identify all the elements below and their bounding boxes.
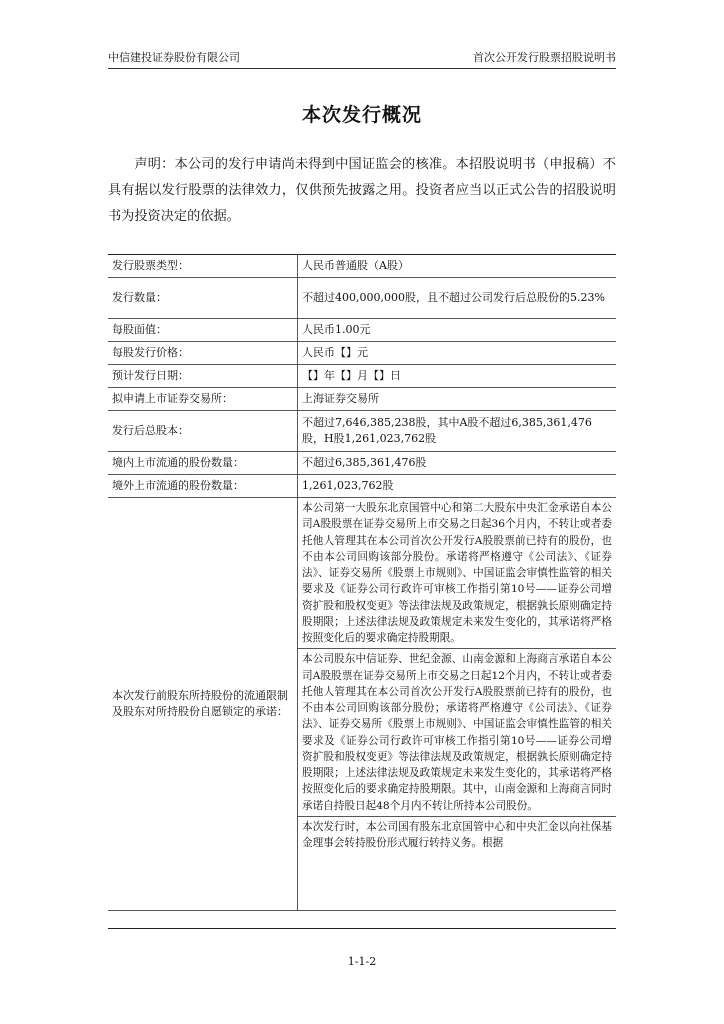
row-value: 不超过400,000,000股，且不超过公司发行后总股份的5.23% xyxy=(298,278,617,319)
row-label: 每股面值： xyxy=(108,319,298,342)
row-label: 境外上市流通的股份数量： xyxy=(108,475,298,498)
table-row xyxy=(108,452,616,475)
page-header xyxy=(108,50,616,69)
table-bottom-rule xyxy=(108,928,616,929)
table-row xyxy=(108,255,616,278)
row-label: 境内上市流通的股份数量： xyxy=(108,452,298,475)
row-label: 发行数量： xyxy=(108,278,298,319)
row-value: 【】年【】月【】日 xyxy=(298,365,617,388)
row-value: 1,261,023,762股 xyxy=(298,475,617,498)
commitment-content xyxy=(298,498,616,910)
row-label: 预计发行日期： xyxy=(108,365,298,388)
row-value: 上海证券交易所 xyxy=(298,388,617,411)
header-doc-title: 首次公开发行股票招股说明书 xyxy=(473,51,616,64)
issuance-overview-table xyxy=(108,254,616,911)
declaration-paragraph: 声明：本公司的发行申请尚未得到中国证监会的核准。本招股说明书（申报稿）不具有据以发行股票的法律效力，仅供预先披露之用。投资者应当以正式公告的招股说明书为投资决定的依据。 xyxy=(108,157,616,224)
commitment-paragraph: 本次发行时，本公司国有股东北京国管中心和中央汇金以向社保基金理事会转持股份形式履行转持义务。根据 xyxy=(298,816,616,854)
commitment-label: 本次发行前股东所持股份的流通限制及股东对所持股份自愿锁定的承诺： xyxy=(108,498,298,911)
row-label: 拟申请上市证券交易所： xyxy=(108,388,298,411)
row-label: 发行后总股本： xyxy=(108,411,298,452)
row-value: 不超过7,646,385,238股，其中A股不超过6,385,361,476股，H股1,261,023,762股 xyxy=(298,411,617,452)
table-row-commitment xyxy=(108,498,616,911)
row-value: 人民币【】元 xyxy=(298,342,617,365)
table-row xyxy=(108,365,616,388)
page-title: 本次发行概况 xyxy=(301,104,422,126)
row-value: 人民币1.00元 xyxy=(298,319,617,342)
page-number: 1-1-2 xyxy=(347,955,377,968)
row-value: 人民币普通股（A股） xyxy=(298,255,617,278)
table-row xyxy=(108,411,616,452)
commitment-paragraph: 本公司第一大股东北京国管中心和第二大股东中央汇金承诺自本公司A股股票在证券交易所上市交易之日起36个月内，不转让或者委托他人管理其在本公司首次公开发行A股股票前已持有的股份，也不由本公司回购该部分股份。承诺将严格遵守《公司法》、《证券法》、证券交易所《股票上市规则》、中国证监会审慎性监管的相关要求及《证券公司行政许可审核工作指引第10号——证券公司增资扩股和股权变更》等法律法规及政策规定，根据孰长原则确定持股期限；上述法律法规及政策规定未来发生变化的，其承诺将严格按照变化后的要求确定持股期限。 xyxy=(302,502,612,644)
commitment-paragraph: 本公司股东中信证券、世纪金源、山南金源和上海商言承诺自本公司A股股票在证券交易所上市交易之日起12个月内，不转让或者委托他人管理其在本公司首次公开发行A股股票前已持有的股份，也不由本公司回购该部分股份；承诺将严格遵守《公司法》、《证券法》、证券交易所《股票上市规则》、中国证监会审慎性监管的相关要求及《证券公司行政许可审核工作指引第10号——证券公司增资扩股和股权变更》等法律法规及政策规定，根据孰长原则确定持股期限；上述法律法规及政策规定未来发生变化的，其承诺将严格按照变化后的要求确定持股期限。其中，山南金源和上海商言同时承诺自持股日起48个月内不转让所持本公司股份。 xyxy=(298,648,616,816)
table-row xyxy=(108,388,616,411)
table-row xyxy=(108,342,616,365)
commitment-value xyxy=(298,498,617,911)
table-row xyxy=(108,319,616,342)
table-row xyxy=(108,475,616,498)
row-label: 每股发行价格： xyxy=(108,342,298,365)
row-label: 发行股票类型： xyxy=(108,255,298,278)
row-value: 不超过6,385,361,476股 xyxy=(298,452,617,475)
table-row xyxy=(108,278,616,319)
header-company: 中信建投证券股份有限公司 xyxy=(108,51,240,64)
